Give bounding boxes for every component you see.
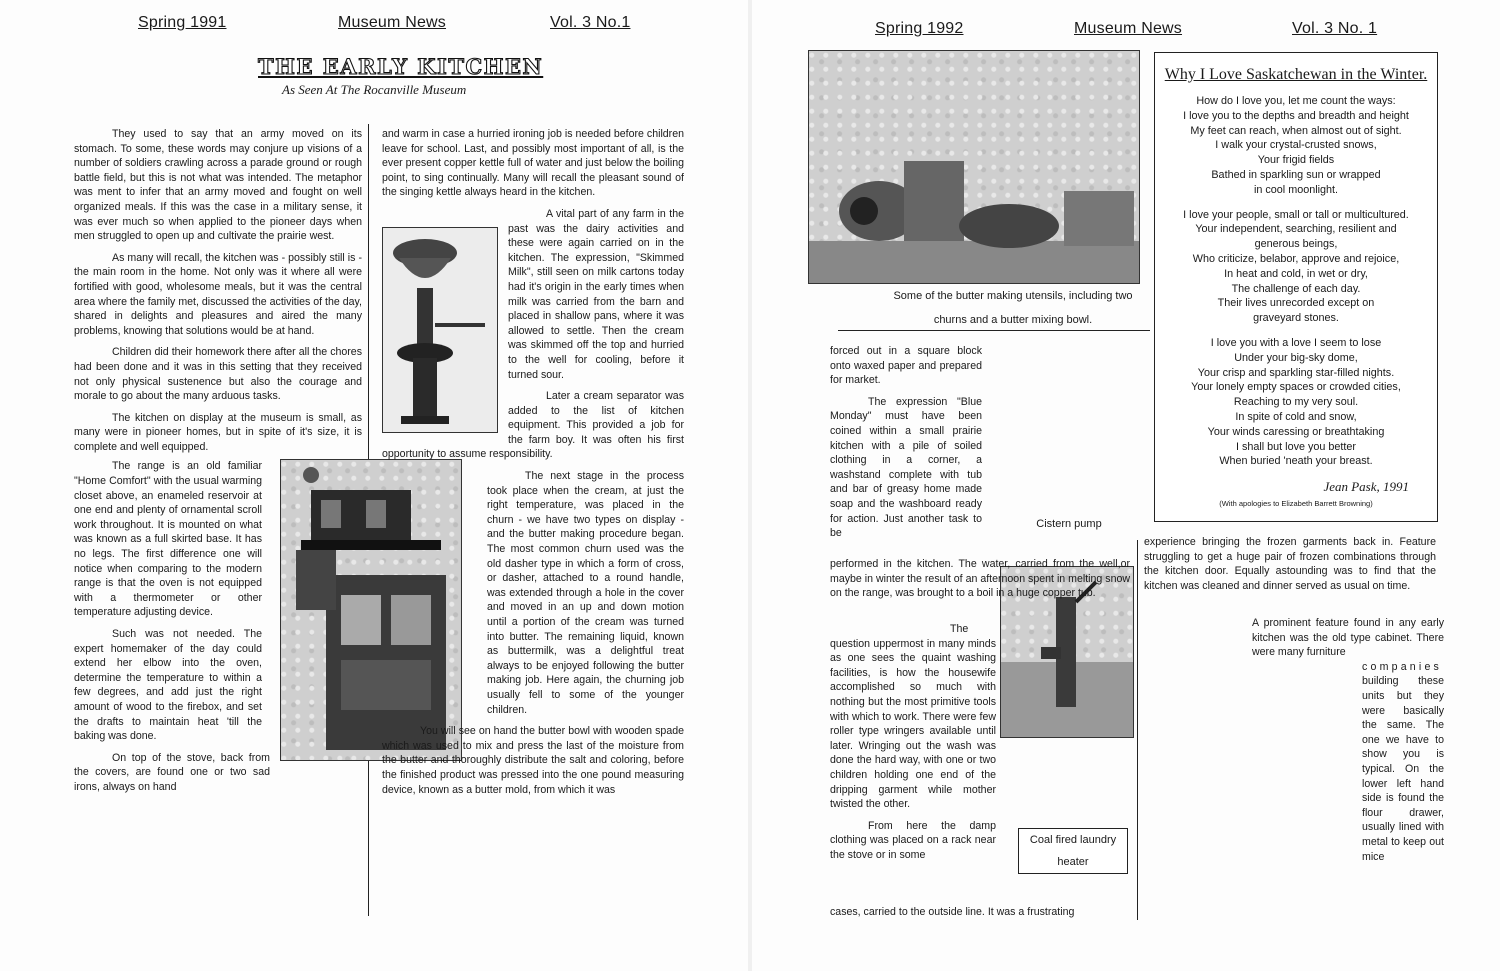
poem-line: Reaching to my very soul.: [1233, 396, 1359, 409]
cabinet-text: [1252, 616, 1444, 871]
right-page: [752, 0, 1500, 971]
laundry-text-mid: [830, 557, 1130, 608]
poem-line: When buried 'neath your breast.: [1219, 455, 1373, 468]
poem-line: Your independent, searching, resilient and: [1195, 223, 1397, 236]
poem-line: Your frigid fields: [1257, 154, 1335, 167]
cream-separator-photo: [382, 227, 498, 433]
poem-title: Why I Love Saskatchewan in the Winter.: [1164, 66, 1428, 83]
article-title: THE EARLY KITCHEN: [258, 54, 544, 79]
poem-line: My feet can reach, when almost out of sight.: [1190, 124, 1402, 137]
paragraph: A vital part of any farm in the past was the dairy activities and these were again carried on in the kitchen. The expression, "Skimmed Milk", still seen on milk cartons today had it's origin in the early times when milk was carried from the barn and placed in shallow pans, where it was allowed to settle. Then the cream was skimmed off the top and hurried to the well for cooling, before it turned sour.: [508, 207, 684, 381]
paragraph: performed in the kitchen. The water, carried from the well,or maybe in winter the result of an afternoon spent in melting snow on the range, was brought to a boil in a huge copper tub.: [830, 558, 1130, 600]
poem-stanza-3: [1159, 336, 1433, 469]
butter-caption-line-1: Some of the butter making utensils, including two: [893, 290, 1133, 302]
poem-line: graveyard stones.: [1253, 312, 1339, 325]
poem-stanza-2: [1159, 208, 1433, 326]
churns-and-bowl-illustration: [809, 51, 1139, 283]
right-header-volume: Vol. 3 No. 1: [1292, 20, 1378, 37]
poem-line: generous beings,: [1254, 238, 1338, 251]
poem-line: I love you to the depths and breadth and height: [1183, 109, 1409, 122]
poem-line: in cool moonlight.: [1253, 183, 1339, 196]
left-column-2: [382, 127, 684, 804]
heater-caption-line-1: Coal fired laundry: [1029, 834, 1117, 846]
poem-line: The challenge of each day.: [1231, 282, 1361, 295]
heater-caption-line-2: heater: [1057, 856, 1089, 868]
paragraph: and warm in case a hurried ironing job is needed before children leave for school. Last, and possibly most important of all, is the ever present copper kettle full of water and just below the boiling point, to sing continually. Many will recall the pleasant sound of the singing kettle always heard in the kitchen.: [382, 128, 684, 199]
laundry-text: [830, 622, 996, 870]
laundry-text-top: [830, 344, 982, 548]
poem-line: Your crisp and sparkling star-filled nights.: [1197, 366, 1395, 379]
paragraph: Such was not needed. The expert homemaker of the day could extend her elbow into the oven, determine the temperature to within a few degrees, and add just the right amount of wood to the firebox, and set the drafts to maintain heat 'till the baking was done.: [74, 628, 262, 743]
left-header-season: Spring 1991: [138, 14, 227, 31]
left-header-volume: Vol. 3 No.1: [550, 14, 631, 31]
paragraph: Later a cream separator was added to the list of kitchen equipment. This provided a job for the farm boy. It was often his first opportunity to assume responsibility.: [382, 390, 684, 461]
laundry-text-end: [830, 905, 1132, 927]
poem-line: How do I love you, let me count the ways:: [1196, 95, 1396, 107]
section-rule: [838, 330, 1150, 331]
poem-box: [1154, 52, 1438, 522]
paragraph: experience bringing the frozen garments back in. Feature struggling to get a huge pair of frozen combinations through the kitchen door. Equally astounding was to find that the kitchen was cleaned and dinner served as usual on time.: [1144, 536, 1436, 592]
poem-line: I walk your crystal-crusted snows,: [1215, 139, 1377, 152]
poem-line: In spite of cold and snow,: [1235, 410, 1357, 423]
right-header-season: Spring 1992: [875, 20, 964, 37]
paragraph: Children did their homework there after all the chores had been done and it was in this setting that they received not only physical sustenence but also the courage and morale to go about the many arduous tasks.: [74, 346, 362, 403]
paragraph: They used to say that an army moved on its stomach. To some, these words may conjure up visions of a number of soldiers crawling across a parade ground or rough battle field, but this is not what was intended. The metaphor was ment to infer that an army moved and fought on well organized meals. If this was the case in a military sense, it was ever much so when applied to the pioneer days when men struggled to open up and cultivate the prairie west.: [74, 128, 362, 243]
paragraph: The range is an old familiar "Home Comfort" with the usual warming closet above, an enameled reservoir at one end and plenty of ornamental scroll work throughout. It is mounted on what was known as a full skirted base. It has no legs. The first difference one will notice when comparing to the modern range is that the oven is not equipped with a thermometer or other temperature adjusting device.: [74, 460, 262, 619]
paragraph: A prominent feature found in any early kitchen was the old type cabinet. There were many furniture: [1252, 617, 1444, 659]
column-divider: [1137, 540, 1138, 920]
poem-line: Who criticize, belabor, approve and rejoice,: [1192, 252, 1400, 265]
poem-signature: Jean Pask, 1991: [1323, 479, 1409, 495]
paragraph: The kitchen on display at the museum is small, as many were in pioneer homes, but in spite of it's size, it is complete and well equipped.: [74, 411, 362, 453]
left-page: [0, 0, 748, 971]
poem-line: In heat and cold, in wet or dry,: [1224, 267, 1368, 280]
poem-line: Bathed in sparkling sun or wrapped: [1211, 168, 1381, 181]
paragraph: You will see on hand the butter bowl with wooden spade which was used to mix and press the last of the moisture from the butter and thoroughly distribute the salt and coloring, before the finished product was pressed into the one pound measuring device, known as a butter mold, from which it was: [382, 725, 684, 796]
left-column-1: [74, 127, 362, 802]
paragraph: On top of the stove, back from the covers, are found one or two sad irons, always on hand: [74, 751, 270, 793]
left-header-name: Museum News: [338, 14, 447, 31]
poem-line: I love your people, small or tall or multicultured.: [1183, 208, 1409, 221]
poem-line: Your lonely empty spaces or crowded cities,: [1191, 381, 1401, 394]
poem-line: I shall but love you better: [1235, 440, 1357, 453]
cream-separator-illustration: [383, 228, 497, 432]
paragraph: The question uppermost in many minds as one sees the quaint washing facilities, is how the housewife accomplished so much with nothing but the most primitive tools with which to work. There were few roller type wringers available until later. Wringing out the wash was done the hard way, with one or two children holding one end of the dripping garment while mother twisted the other.: [830, 623, 996, 811]
poem-apology: (With apologies to Elizabeth Barrett Browning): [1219, 499, 1373, 509]
paragraph: From here the damp clothing was placed on a rack near the stove or in some: [830, 819, 996, 861]
paragraph: The next stage in the process took place when the cream, at just the right temperature, was placed in the churn - we have two types on display - and the butter making procedure began. The most common churn used was the old dasher type in which a form of cross, or dasher, attached to a round handle, was extended through a hole in the cover and moved in an up and down motion until a portion of the cream was turned into butter. The remaining liquid, known as buttermilk, was a delightful treat always to be enjoyed following the butter making job. Here again, the churning job usually fell to some of the younger children.: [487, 470, 684, 716]
article-subtitle: As Seen At The Rocanville Museum: [282, 82, 467, 97]
paragraph: forced out in a square block onto waxed paper and prepared for market.: [830, 345, 982, 387]
paragraph: building these units but they were basically the same. The one we have to show you is typical. On the lower left hand side is found the flour drawer, usually lined with metal to keep out mice: [1362, 675, 1444, 863]
poem-line: Their lives unrecorded except on: [1217, 297, 1375, 310]
butter-utensils-photo: [808, 50, 1140, 284]
cistern-pump-caption: Cistern pump: [1036, 518, 1102, 530]
right-header-name: Museum News: [1074, 20, 1183, 37]
poem-line: Your winds caressing or breathtaking: [1207, 425, 1385, 438]
paragraph: As many will recall, the kitchen was - possibly still is -the main room in the home. Not only was it where all were fortified with good, wholesome meals, but it was the central area where the family met, discussed the activities of the day, shared in delights and pleasures and aired the many problems, knowing that solutions would be at hand.: [74, 251, 362, 337]
heater-caption: [1018, 828, 1128, 874]
poem-line: I love you with a love I seem to lose: [1210, 336, 1382, 349]
paragraph: The expression "Blue Monday" must have been coined within a small prairie kitchen with a pile of soiled clothing in a corner, a washstand complete with tub and bar of greasy home made soap and the washboard ready for action. Just another task to be: [830, 395, 982, 540]
paragraph: companies: [1362, 660, 1443, 673]
butter-caption-line-2: churns and a butter mixing bowl.: [933, 314, 1093, 326]
right-column-text: [1144, 535, 1436, 600]
poem-line: Under your big-sky dome,: [1234, 351, 1358, 364]
poem-stanza-1: [1159, 94, 1433, 198]
paragraph: cases, carried to the outside line. It was a frustrating: [830, 906, 1075, 918]
